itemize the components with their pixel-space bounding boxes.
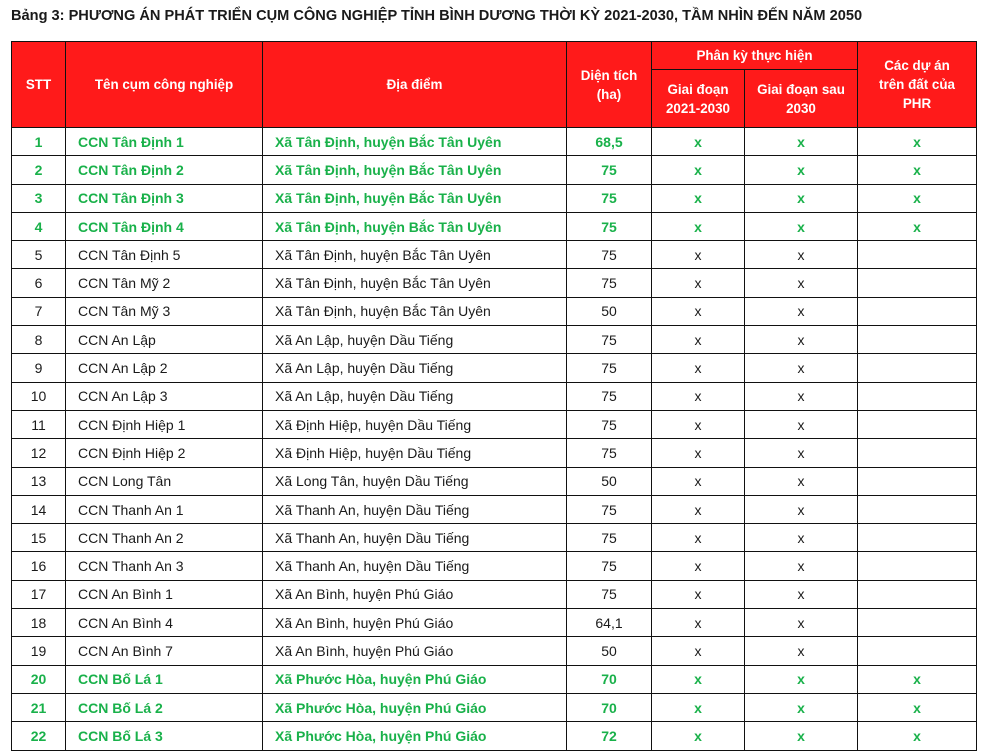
cell-location: Xã Thanh An, huyện Dầu Tiếng: [263, 552, 567, 580]
cell-stt: 17: [12, 580, 66, 608]
cell-stt: 8: [12, 326, 66, 354]
cell-stt: 4: [12, 212, 66, 240]
cell-name: CCN Tân Định 2: [66, 156, 263, 184]
cell-phase2: x: [745, 241, 858, 269]
cell-phr: x: [858, 665, 977, 693]
cell-stt: 13: [12, 467, 66, 495]
cell-phr: [858, 326, 977, 354]
cell-phase1: x: [652, 354, 745, 382]
cell-phase2: x: [745, 495, 858, 523]
cell-phr: x: [858, 212, 977, 240]
cell-phase2: x: [745, 637, 858, 665]
cell-stt: 11: [12, 410, 66, 438]
cell-stt: 15: [12, 524, 66, 552]
cell-area: 75: [567, 241, 652, 269]
cell-area: 75: [567, 580, 652, 608]
cell-location: Xã Tân Định, huyện Bắc Tân Uyên: [263, 184, 567, 212]
cell-location: Xã Thanh An, huyện Dầu Tiếng: [263, 524, 567, 552]
cell-name: CCN Bố Lá 1: [66, 665, 263, 693]
cell-phase1: x: [652, 580, 745, 608]
cell-phase1: x: [652, 382, 745, 410]
cell-area: 68,5: [567, 128, 652, 156]
table-row: [12, 212, 977, 240]
header-phase1: Giai đoạn 2021-2030: [652, 70, 745, 128]
header-stt: STT: [12, 42, 66, 128]
cell-name: CCN Bố Lá 3: [66, 722, 263, 750]
cell-phase2: x: [745, 382, 858, 410]
cell-phr: x: [858, 128, 977, 156]
cell-name: CCN Bố Lá 2: [66, 693, 263, 721]
table-row: [12, 552, 977, 580]
cell-phr: x: [858, 722, 977, 750]
industrial-cluster-table: [11, 41, 977, 751]
cell-stt: 14: [12, 495, 66, 523]
table-row: [12, 184, 977, 212]
cell-phase2: x: [745, 439, 858, 467]
cell-name: CCN Tân Định 5: [66, 241, 263, 269]
cell-location: Xã Tân Định, huyện Bắc Tân Uyên: [263, 128, 567, 156]
cell-phase1: x: [652, 722, 745, 750]
cell-area: 75: [567, 382, 652, 410]
table-body: [12, 128, 977, 751]
cell-phr: x: [858, 184, 977, 212]
table-row: [12, 693, 977, 721]
cell-area: 75: [567, 552, 652, 580]
cell-phase1: x: [652, 241, 745, 269]
cell-location: Xã An Bình, huyện Phú Giáo: [263, 580, 567, 608]
cell-stt: 3: [12, 184, 66, 212]
cell-phase1: x: [652, 156, 745, 184]
cell-phase2: x: [745, 552, 858, 580]
cell-name: CCN Thanh An 2: [66, 524, 263, 552]
cell-location: Xã Định Hiệp, huyện Dầu Tiếng: [263, 410, 567, 438]
table-row: [12, 524, 977, 552]
cell-area: 50: [567, 467, 652, 495]
cell-phase1: x: [652, 495, 745, 523]
cell-phase1: x: [652, 184, 745, 212]
cell-phase1: x: [652, 693, 745, 721]
cell-location: Xã Phước Hòa, huyện Phú Giáo: [263, 693, 567, 721]
table-row: [12, 241, 977, 269]
header-area: Diện tích (ha): [567, 42, 652, 128]
cell-phr: [858, 552, 977, 580]
cell-phase2: x: [745, 524, 858, 552]
cell-phr: [858, 410, 977, 438]
cell-area: 75: [567, 212, 652, 240]
cell-location: Xã Thanh An, huyện Dầu Tiếng: [263, 495, 567, 523]
cell-phase1: x: [652, 552, 745, 580]
cell-name: CCN Tân Định 1: [66, 128, 263, 156]
cell-stt: 21: [12, 693, 66, 721]
cell-name: CCN Định Hiệp 1: [66, 410, 263, 438]
cell-phase2: x: [745, 326, 858, 354]
cell-area: 50: [567, 637, 652, 665]
cell-phase2: x: [745, 609, 858, 637]
cell-stt: 7: [12, 297, 66, 325]
cell-phase1: x: [652, 297, 745, 325]
table-title: Bảng 3: PHƯƠNG ÁN PHÁT TRIỂN CỤM CÔNG NGHIỆP TỈNH BÌNH DƯƠNG THỜI KỲ 2021-2030, TẦM NHÌN ĐẾN NĂM 2050: [11, 8, 863, 24]
cell-area: 70: [567, 693, 652, 721]
cell-location: Xã An Lập, huyện Dầu Tiếng: [263, 354, 567, 382]
cell-location: Xã Phước Hòa, huyện Phú Giáo: [263, 665, 567, 693]
header-name: Tên cụm công nghiệp: [66, 42, 263, 128]
table-row: [12, 354, 977, 382]
header-phase2: Giai đoạn sau 2030: [745, 70, 858, 128]
cell-name: CCN Định Hiệp 2: [66, 439, 263, 467]
cell-area: 75: [567, 326, 652, 354]
table-row: [12, 439, 977, 467]
table-row: [12, 297, 977, 325]
cell-phase1: x: [652, 269, 745, 297]
cell-phase2: x: [745, 128, 858, 156]
cell-stt: 18: [12, 609, 66, 637]
cell-name: CCN An Lập: [66, 326, 263, 354]
cell-area: 75: [567, 354, 652, 382]
cell-phase1: x: [652, 212, 745, 240]
cell-area: 75: [567, 524, 652, 552]
cell-location: Xã An Lập, huyện Dầu Tiếng: [263, 382, 567, 410]
cell-phase2: x: [745, 297, 858, 325]
cell-location: Xã An Lập, huyện Dầu Tiếng: [263, 326, 567, 354]
table-row: [12, 580, 977, 608]
cell-location: Xã Tân Định, huyện Bắc Tân Uyên: [263, 241, 567, 269]
cell-location: Xã Phước Hòa, huyện Phú Giáo: [263, 722, 567, 750]
cell-phase1: x: [652, 524, 745, 552]
cell-location: Xã Tân Định, huyện Bắc Tân Uyên: [263, 156, 567, 184]
cell-location: Xã Định Hiệp, huyện Dầu Tiếng: [263, 439, 567, 467]
cell-area: 64,1: [567, 609, 652, 637]
cell-name: CCN Long Tân: [66, 467, 263, 495]
cell-stt: 9: [12, 354, 66, 382]
cell-area: 75: [567, 410, 652, 438]
cell-area: 75: [567, 495, 652, 523]
cell-name: CCN Thanh An 3: [66, 552, 263, 580]
cell-phase2: x: [745, 693, 858, 721]
cell-location: Xã An Bình, huyện Phú Giáo: [263, 637, 567, 665]
cell-phase2: x: [745, 410, 858, 438]
cell-phr: [858, 637, 977, 665]
cell-name: CCN Tân Mỹ 3: [66, 297, 263, 325]
cell-phase2: x: [745, 156, 858, 184]
cell-phr: [858, 297, 977, 325]
table-row: [12, 495, 977, 523]
cell-phr: [858, 354, 977, 382]
cell-phr: [858, 241, 977, 269]
cell-location: Xã Tân Định, huyện Bắc Tân Uyên: [263, 212, 567, 240]
cell-phase1: x: [652, 637, 745, 665]
cell-phase2: x: [745, 212, 858, 240]
table-header: [12, 42, 977, 128]
cell-area: 75: [567, 269, 652, 297]
cell-phase1: x: [652, 609, 745, 637]
cell-phase2: x: [745, 354, 858, 382]
cell-phase2: x: [745, 269, 858, 297]
cell-phase2: x: [745, 184, 858, 212]
cell-phr: x: [858, 156, 977, 184]
cell-location: Xã Tân Định, huyện Bắc Tân Uyên: [263, 269, 567, 297]
cell-location: Xã Tân Định, huyện Bắc Tân Uyên: [263, 297, 567, 325]
cell-name: CCN An Bình 1: [66, 580, 263, 608]
cell-area: 75: [567, 156, 652, 184]
cell-area: 70: [567, 665, 652, 693]
cell-stt: 10: [12, 382, 66, 410]
cell-stt: 16: [12, 552, 66, 580]
cell-stt: 1: [12, 128, 66, 156]
cell-stt: 12: [12, 439, 66, 467]
cell-name: CCN An Bình 4: [66, 609, 263, 637]
cell-phase1: x: [652, 467, 745, 495]
cell-stt: 5: [12, 241, 66, 269]
table-row: [12, 467, 977, 495]
cell-phase1: x: [652, 410, 745, 438]
cell-stt: 19: [12, 637, 66, 665]
table-row: [12, 722, 977, 750]
cell-name: CCN An Lập 2: [66, 354, 263, 382]
cell-area: 50: [567, 297, 652, 325]
cell-name: CCN Tân Định 4: [66, 212, 263, 240]
cell-phase2: x: [745, 722, 858, 750]
cell-stt: 22: [12, 722, 66, 750]
cell-phase2: x: [745, 665, 858, 693]
cell-phr: [858, 524, 977, 552]
cell-phase2: x: [745, 467, 858, 495]
cell-phr: [858, 382, 977, 410]
cell-stt: 2: [12, 156, 66, 184]
cell-area: 75: [567, 184, 652, 212]
cell-name: CCN Tân Định 3: [66, 184, 263, 212]
cell-location: Xã Long Tân, huyện Dầu Tiếng: [263, 467, 567, 495]
table-row: [12, 665, 977, 693]
cell-location: Xã An Bình, huyện Phú Giáo: [263, 609, 567, 637]
cell-name: CCN Thanh An 1: [66, 495, 263, 523]
cell-phase1: x: [652, 326, 745, 354]
header-phr: Các dự án trên đất của PHR: [858, 42, 977, 128]
cell-phr: [858, 580, 977, 608]
table-row: [12, 382, 977, 410]
cell-phase1: x: [652, 439, 745, 467]
cell-phase2: x: [745, 580, 858, 608]
table-row: [12, 609, 977, 637]
header-location: Địa điểm: [263, 42, 567, 128]
cell-phr: [858, 609, 977, 637]
cell-phr: [858, 439, 977, 467]
cell-phase1: x: [652, 665, 745, 693]
cell-phase1: x: [652, 128, 745, 156]
cell-name: CCN An Lập 3: [66, 382, 263, 410]
table-row: [12, 156, 977, 184]
table-row: [12, 410, 977, 438]
table-row: [12, 326, 977, 354]
cell-stt: 20: [12, 665, 66, 693]
cell-stt: 6: [12, 269, 66, 297]
header-phase-group: Phân kỳ thực hiện: [652, 42, 858, 70]
cell-phr: [858, 269, 977, 297]
cell-area: 75: [567, 439, 652, 467]
cell-phr: [858, 495, 977, 523]
cell-phr: [858, 467, 977, 495]
cell-name: CCN An Bình 7: [66, 637, 263, 665]
table-row: [12, 269, 977, 297]
cell-phr: x: [858, 693, 977, 721]
cell-area: 72: [567, 722, 652, 750]
cell-name: CCN Tân Mỹ 2: [66, 269, 263, 297]
table-row: [12, 637, 977, 665]
table-row: [12, 128, 977, 156]
